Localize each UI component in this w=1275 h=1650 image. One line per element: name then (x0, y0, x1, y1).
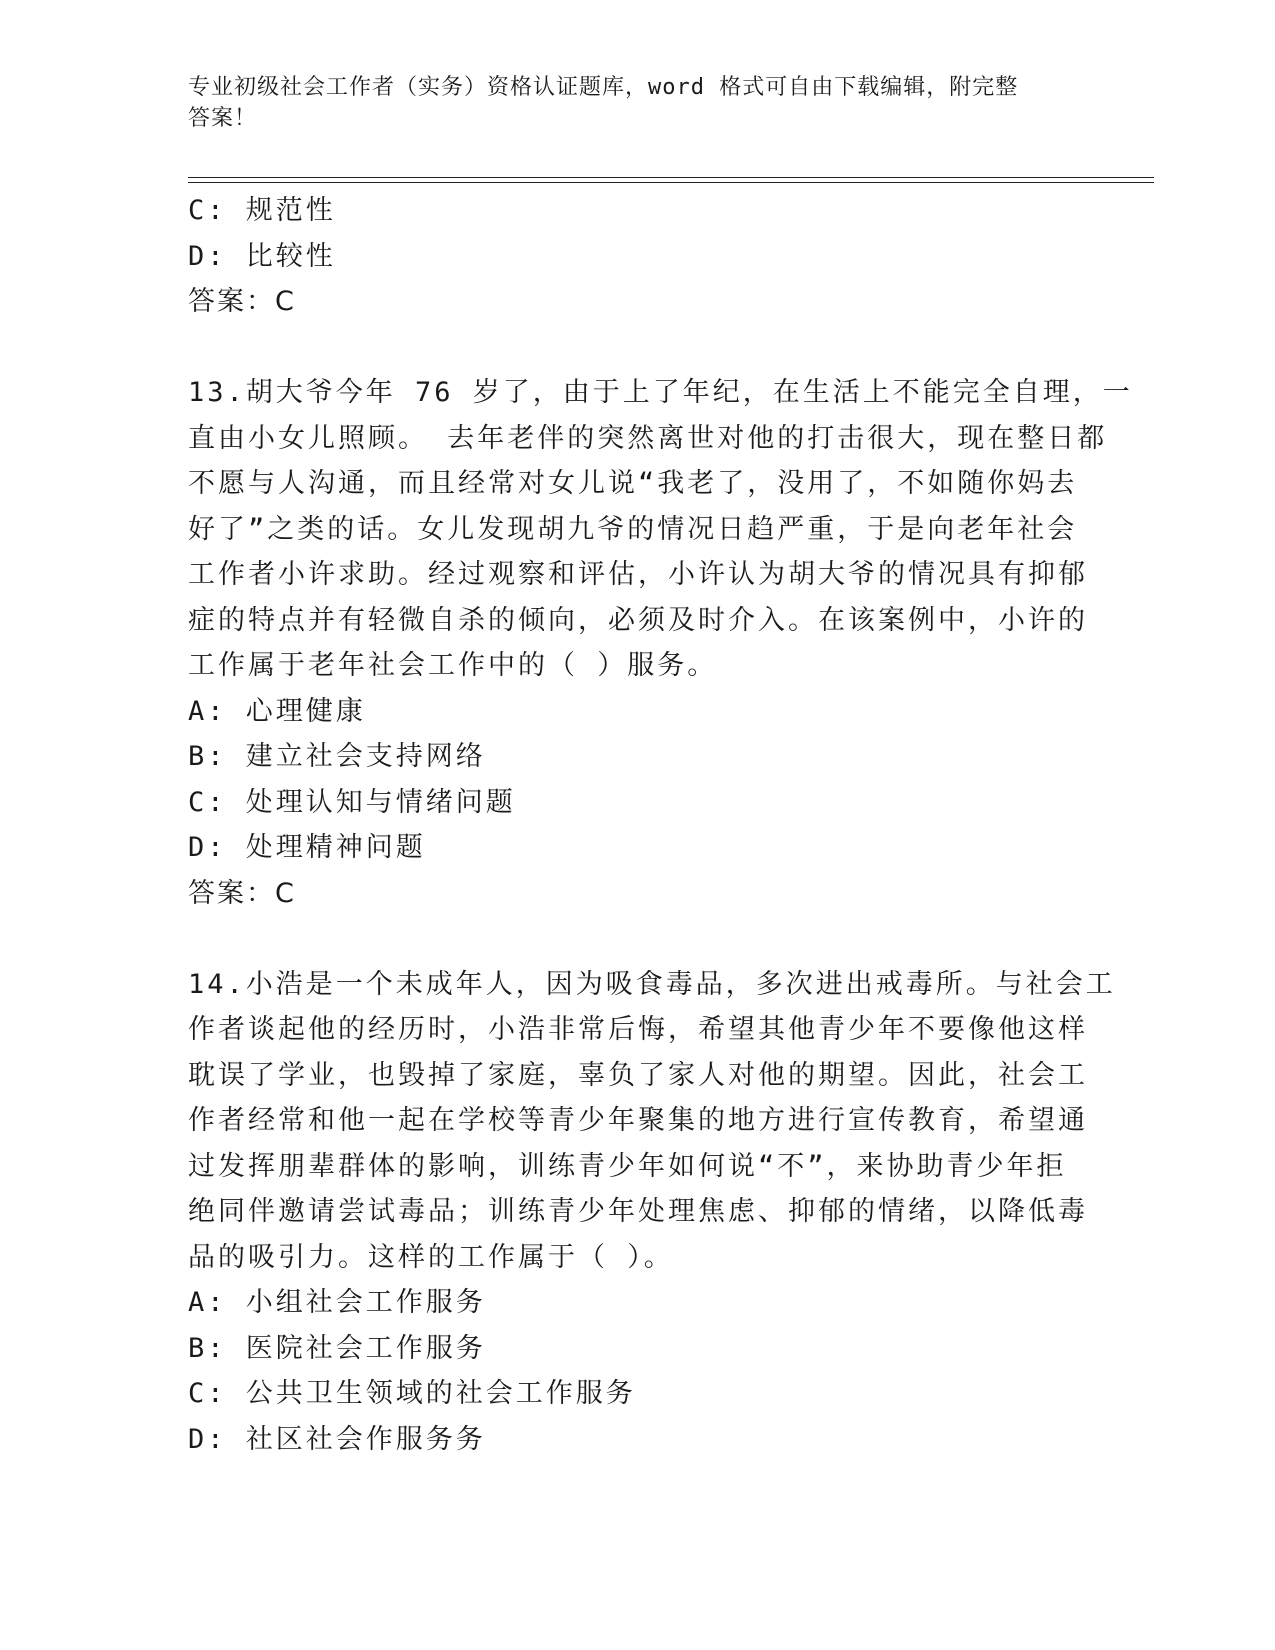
spacer (188, 916, 1088, 962)
q14-stem-line: 耽误了学业，也毁掉了家庭，辜负了家人对他的期望。因此，社会工 (188, 1059, 1088, 1091)
q14-option-d: D: 社区社会作服务务 (188, 1423, 486, 1455)
q14-option-c: C: 公共卫生领域的社会工作服务 (188, 1378, 636, 1409)
q12-answer: 答案：C (188, 286, 296, 317)
document-body (188, 188, 1133, 1462)
q13-stem-line: 好了”之类的话。女儿发现胡九爷的情况日趋严重，于是向老年社会 (188, 513, 1078, 545)
q13-stem-line: 直由小女儿照顾。 去年老伴的突然离世对他的打击很大，现在整日都 (188, 422, 1108, 454)
q13-option-c: C: 处理认知与情绪问题 (188, 786, 516, 818)
question-12-tail (188, 188, 1088, 325)
q13-option-b: B: 建立社会支持网络 (188, 741, 486, 772)
q13-answer: 答案：C (188, 877, 296, 909)
q14-stem-line: 14.小浩是一个未成年人，因为吸食毒品，多次进出戒毒所。与社会工 (188, 968, 1116, 1000)
question-13 (188, 370, 1133, 916)
q12-option-d: D: 比较性 (188, 240, 336, 272)
q13-stem-line: 工作属于老年社会工作中的（ ）服务。 (188, 650, 718, 681)
q14-stem-line: 品的吸引力。这样的工作属于（ ）。 (188, 1241, 674, 1273)
q12-option-c: C: 规范性 (188, 195, 336, 226)
header-rule-bottom (188, 182, 1154, 183)
q13-option-a: A: 心理健康 (188, 695, 366, 727)
q13-stem-line: 症的特点并有轻微自杀的倾向，必须及时介入。在该案例中，小许的 (188, 604, 1088, 636)
q14-stem-line: 作者经常和他一起在学校等青少年聚集的地方进行宣传教育，希望通 (188, 1105, 1088, 1136)
header-rule-top (188, 177, 1154, 178)
q13-stem-line: 工作者小许求助。经过观察和评估，小许认为胡大爷的情况具有抑郁 (188, 559, 1088, 590)
document-header (188, 72, 1088, 134)
q14-stem-line: 作者谈起他的经历时，小浩非常后悔，希望其他青少年不要像他这样 (188, 1014, 1088, 1045)
q14-option-b: B: 医院社会工作服务 (188, 1332, 486, 1364)
header-line-1: 专业初级社会工作者（实务）资格认证题库，word 格式可自由下载编辑，附完整 (188, 75, 1019, 100)
header-line-2: 答案！ (188, 106, 258, 131)
q14-option-a: A: 小组社会工作服务 (188, 1287, 486, 1318)
q13-stem-line: 不愿与人沟通，而且经常对女儿说“我老了，没用了，不如随你妈去 (188, 468, 1078, 499)
q14-stem-line: 过发挥朋辈群体的影响，训练青少年如何说“不”，来协助青少年拒 (188, 1150, 1067, 1182)
spacer (188, 325, 1088, 371)
q14-stem-line: 绝同伴邀请尝试毒品；训练青少年处理焦虑、抑郁的情绪，以降低毒 (188, 1196, 1088, 1227)
question-14 (188, 962, 1116, 1463)
q13-stem-line: 13.胡大爷今年 76 岁了，由于上了年纪，在生活上不能完全自理，一 (188, 377, 1133, 408)
q13-option-d: D: 处理精神问题 (188, 832, 426, 863)
